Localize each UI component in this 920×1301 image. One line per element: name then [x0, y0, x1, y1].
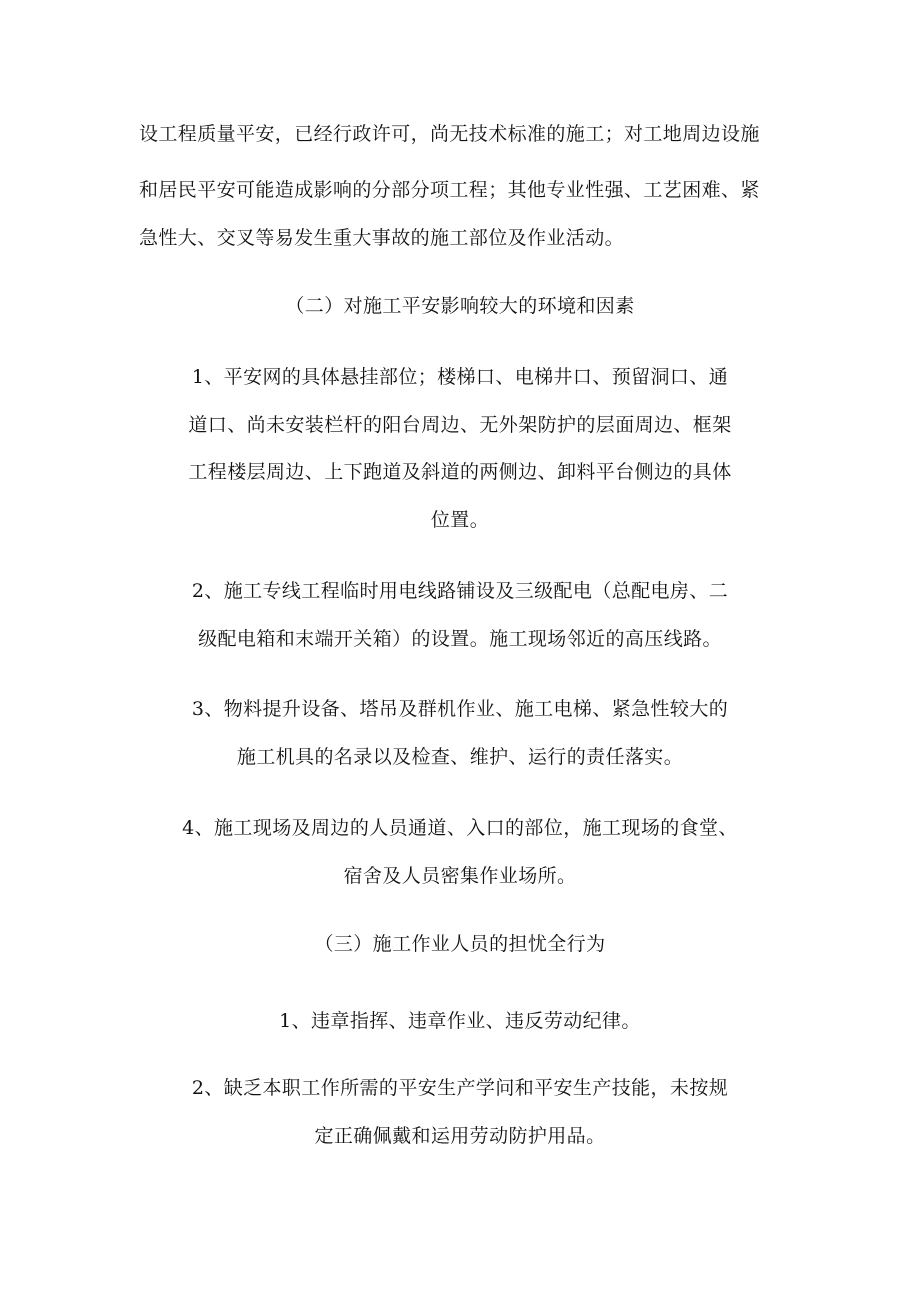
intro-line: 和居民平安可能造成影响的分部分项工程；其他专业性强、工艺困难、紧: [139, 179, 760, 201]
item-line: 1、平安网的具体悬挂部位；楼梯口、电梯井口、预留洞口、通: [191, 366, 729, 388]
intro-line: 设工程质量平安，已经行政许可，尚无技术标准的施工；对工地周边设施: [139, 123, 760, 145]
item-line: 定正确佩戴和运用劳动防护用品。: [314, 1125, 606, 1147]
item-line: 2、施工专线工程临时用电线路铺设及三级配电（总配电房、二: [191, 580, 729, 602]
item-line: 级配电箱和末端开关箱）的设置。施工现场邻近的高压线路。: [198, 628, 722, 650]
item-line: 2、缺乏本职工作所需的平安生产学问和平安生产技能，未按规: [191, 1077, 729, 1099]
intro-line: 急性大、交叉等易发生重大事故的施工部位及作业活动。: [139, 227, 625, 249]
item-line: 3、物料提升设备、塔吊及群机作业、施工电梯、紧急性较大的: [191, 698, 729, 720]
section-2-heading: （二）对施工平安影响较大的环境和因素: [285, 295, 635, 317]
item-line: 位置。: [430, 509, 490, 531]
item-line: 4、施工现场及周边的人员通道、入口的部位，施工现场的食堂、: [182, 817, 738, 839]
item-line: 宿舍及人员密集作业场所。: [343, 865, 577, 887]
item-line: 工程楼层周边、上下跑道及斜道的两侧边、卸料平台侧边的具体: [188, 461, 732, 483]
item-line: 道口、尚未安装栏杆的阳台周边、无外架防护的层面周边、框架: [188, 414, 732, 436]
item-line: 1、违章指挥、违章作业、违反劳动纪律。: [279, 1010, 641, 1032]
item-line: 施工机具的名录以及检查、维护、运行的责任落实。: [236, 746, 684, 768]
section-3-heading: （三）施工作业人员的担忧全行为: [314, 933, 606, 955]
